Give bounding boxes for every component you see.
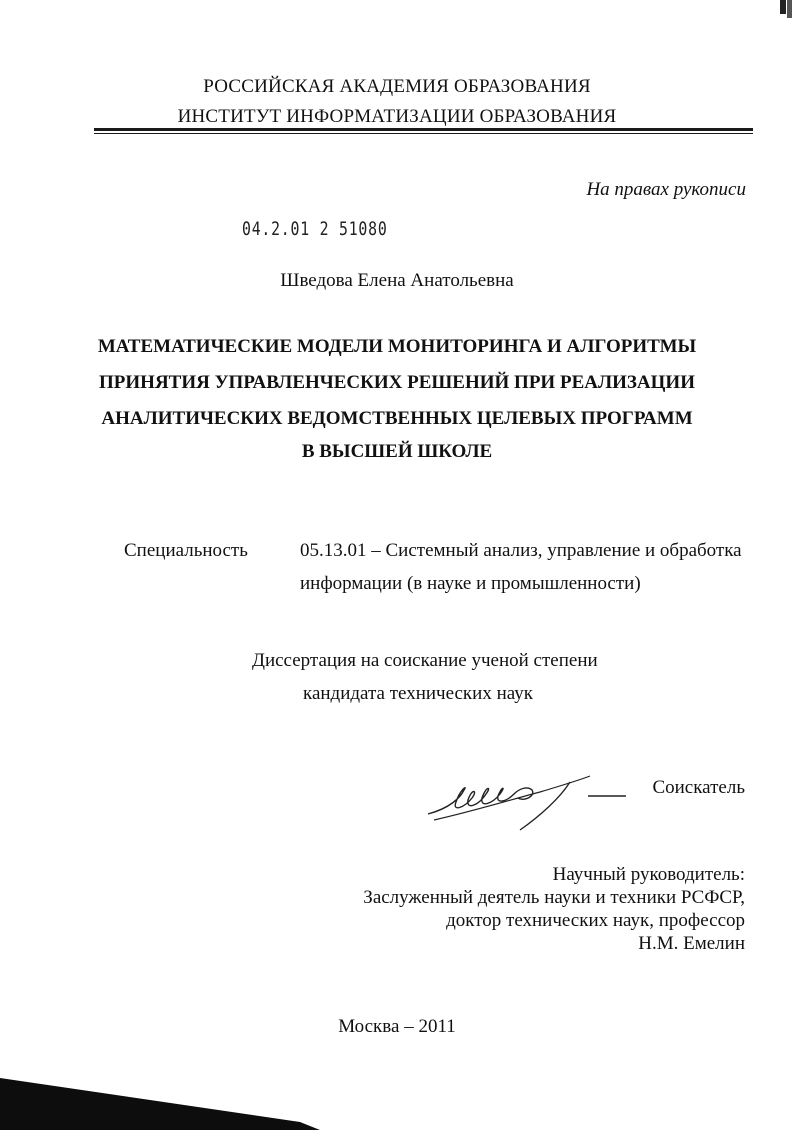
author-name: Шведова Елена Анатольевна xyxy=(280,270,514,291)
title-line-1: МАТЕМАТИЧЕСКИЕ МОДЕЛИ МОНИТОРИНГА И АЛГОРИТМЫ xyxy=(97,336,697,357)
academy-name: РОССИЙСКАЯ АКАДЕМИЯ ОБРАЗОВАНИЯ xyxy=(203,76,591,97)
title-line-4: В ВЫСШЕЙ ШКОЛЕ xyxy=(301,441,493,462)
supervisor-name: Н.М. Емелин xyxy=(638,933,745,954)
applicant-label: Соискатель xyxy=(652,777,745,798)
scan-shadow xyxy=(0,1060,320,1130)
degree-line-2: кандидата технических наук xyxy=(303,683,533,704)
title-line-3: АНАЛИТИЧЕСКИХ ВЕДОМСТВЕННЫХ ЦЕЛЕВЫХ ПРОГРАММ xyxy=(101,408,693,429)
header-rule-thick xyxy=(94,128,753,131)
specialty-line-1: 05.13.01 – Системный анализ, управление и обработка xyxy=(300,540,742,561)
specialty-line-2: информации (в науке и промышленности) xyxy=(300,573,641,594)
rights-note: На правах рукописи xyxy=(586,179,746,200)
header-rule-thin xyxy=(94,133,753,134)
specialty-label: Специальность xyxy=(124,540,248,561)
title-line-2: ПРИНЯТИЯ УПРАВЛЕНЧЕСКИХ РЕШЕНИЙ ПРИ РЕАЛИЗАЦИИ xyxy=(99,372,695,393)
supervisor-heading: Научный руководитель: xyxy=(552,864,745,885)
institute-name: ИНСТИТУТ ИНФОРМАТИЗАЦИИ ОБРАЗОВАНИЯ xyxy=(177,106,617,127)
scan-edge-mark xyxy=(774,0,794,24)
signature-image xyxy=(420,768,630,838)
place-year: Москва – 2011 xyxy=(338,1016,456,1037)
degree-line-1: Диссертация на соискание ученой степени xyxy=(252,650,598,671)
supervisor-title-2: доктор технических наук, профессор xyxy=(446,910,745,931)
registration-stamp: 04.2.01 2 51080 xyxy=(242,218,388,240)
supervisor-title-1: Заслуженный деятель науки и техники РСФСР, xyxy=(363,887,745,908)
